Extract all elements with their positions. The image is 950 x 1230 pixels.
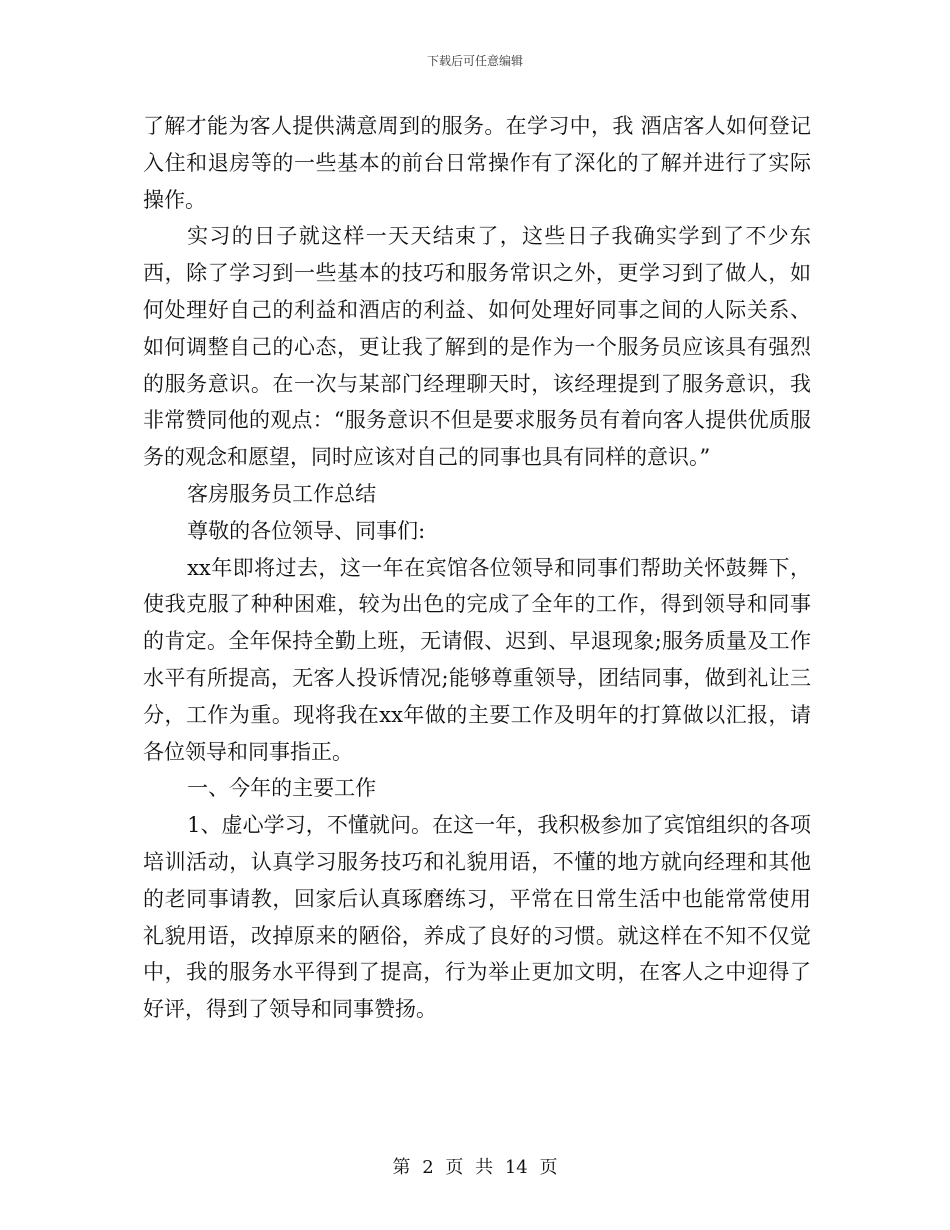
paragraph-internship-summary: 实习的日子就这样一天天结束了，这些日子我确实学到了不少东西，除了学习到一些基本的技巧和服务常识之外，更学习到了做人，如何处理好自己的利益和酒店的利益、如何处理好同事之间的人际关系、如何调整自己的心态，更让我了解到的是作为一个服务员应该具有强烈的服务意识。在一次与某部门经理聊天时，该经理提到了服务意识，我非常赞同他的观点：“服务意识不但是要求服务员有着向客人提供优质服务的观念和愿望，同时应该对自己的同事也具有同样的意识。”	[143, 224, 811, 470]
paragraph-item-1: 1、虚心学习，不懂就问。在这一年，我积极参加了宾馆组织的各项培训活动，认真学习服务技巧和礼貌用语，不懂的地方就向经理和其他的老同事请教，回家后认真琢磨练习，平常在日常生活中也能常常使用礼貌用语，改掉原来的陋俗，养成了良好的习惯。就这样在不知不仅觉中，我的服务水平得到了提高，行为举止更加文明，在客人之中迎得了好评，得到了领导和同事赞扬。	[143, 813, 811, 1022]
document-body	[143, 108, 811, 1028]
page-number-footer: 第 2 页 共 14 页	[392, 1157, 558, 1178]
page-header: 下载后可任意编辑	[426, 54, 523, 68]
section-heading-main-work: 一、今年的主要工作	[187, 776, 377, 801]
paragraph-continuation: 了解才能为客人提供满意周到的服务。在学习中，我 酒店客人如何登记入住和退房等的一些基本的前台日常操作有了深化的了解并进行了实际操作。	[143, 114, 811, 212]
paragraph-year-review: xx年即将过去，这一年在宾馆各位领导和同事们帮助关怀鼓舞下，使我克服了种种困难，较为出色的完成了全年的工作，得到领导和同事的肯定。全年保持全勤上班，无请假、迟到、早退现象;服务质量及工作水平有所提高，无客人投诉情况;能够尊重领导，团结同事，做到礼让三分，工作为重。现将我在xx年做的主要工作及明年的打算做以汇报，请各位领导和同事指正。	[143, 555, 811, 764]
salutation: 尊敬的各位领导、同事们:	[187, 518, 426, 543]
section-title: 客房服务员工作总结	[187, 481, 377, 506]
